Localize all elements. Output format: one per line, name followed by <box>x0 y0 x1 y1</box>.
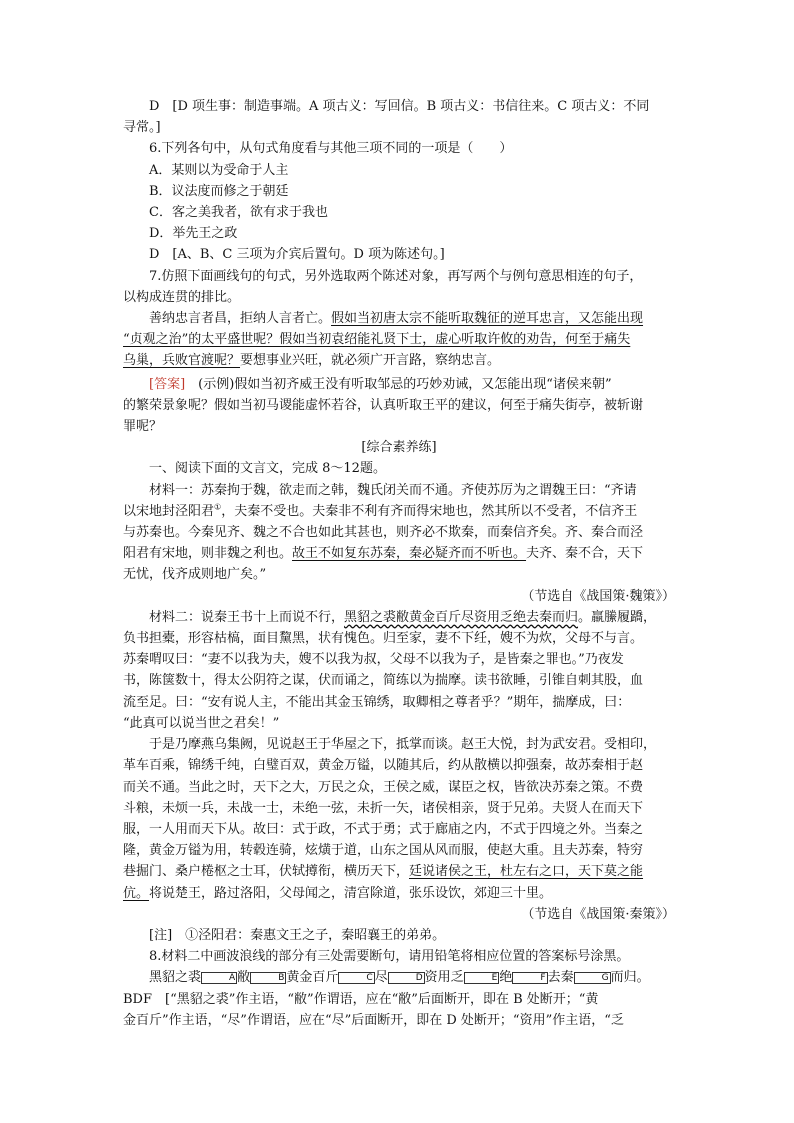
m2-line2: 负书担橐，形容枯槁，面目黧黑，状有愧色。归至家，妻不下纴，嫂不为炊，父母不与言。 <box>123 631 644 647</box>
q5-answer-line2: 寻常。] <box>123 120 161 136</box>
q8-seg: 绝 <box>499 970 513 986</box>
m1-line1: 材料一：苏秦拘于魏，欲走而之韩，魏氏闭关而不通。齐使苏厉为之谓魏王曰：“齐请 <box>149 482 637 498</box>
q8-segmented-sentence <box>123 967 675 988</box>
m1-source: （节选自《战国策·魏策》） <box>521 588 675 604</box>
q7-answer-line3: 罪呢？ <box>123 419 163 435</box>
m1-line4-a: 阳君有宋地，则非魏之利也。 <box>123 546 293 562</box>
q8-mark-f[interactable]: F <box>512 972 547 984</box>
q7-stem-line2: 以构成连贯的排比。 <box>123 289 241 305</box>
q7-answer-text1: (示例)假如当初齐威王没有听取邹忌的巧妙劝诫，又怎能出现“诸侯来朝” <box>185 376 612 392</box>
m2-p2-line8-b: 将说楚王，路过洛阳，父母闻之，清宫除道，张乐设饮，郊迎三十里。 <box>149 885 553 901</box>
q8-mark-d[interactable]: D <box>388 972 425 984</box>
q7-example-text-a: 善纳忠言者昌，拒纳人言者亡。 <box>149 311 332 327</box>
m2-underline-1: 廷说诸侯之王，杜左右之口，天下莫之能 <box>409 864 644 880</box>
m2-wavy-line: 黑貂之裘敝黄金百斤尽资用乏绝去秦而归 <box>344 609 579 625</box>
m1-line5: 无忧，伐齐成则地广矣。” <box>123 567 267 583</box>
q7-example-line3 <box>123 350 675 371</box>
q7-example-underline-2: “贞观之治”的太平盛世呢？假如当初袁绍能礼贤下士，虚心听取许攸的劝告，何至于痛失 <box>123 332 631 348</box>
q7-example-line2 <box>123 329 675 350</box>
m2-line3: 苏秦喟叹曰：“妻不以我为夫，嫂不以我为叔，父母不以我为子，是皆秦之罪也。”乃夜发 <box>123 652 624 668</box>
q8-seg: 资用乏 <box>424 970 464 986</box>
m2-line1-b: 。羸縢履蹻， <box>578 609 657 625</box>
m2-p2-line1: 于是乃摩燕乌集阙，见说赵王于华屋之下，抵掌而谈。赵王大悦，封为武安君。受相印， <box>149 737 657 753</box>
q6-option-b: B．议法度而修之于朝廷 <box>149 183 289 199</box>
m1-line4 <box>123 543 675 564</box>
annotation-note: [注] ①泾阳君：秦惠文王之子，秦昭襄王的弟弟。 <box>149 927 446 943</box>
q7-example-line1 <box>123 308 675 329</box>
q7-stem-line1: 7.仿照下面画线句的句式，另外选取两个陈述对象，再写两个与例句意思相连的句子， <box>149 268 643 284</box>
m2-p2-line6: 隆，黄金万镒为用，转毂连骑，炫熿于道，山东之国从风而服，使赵大重。且夫苏秦，特穷 <box>123 843 644 859</box>
m2-p2-line7 <box>123 861 675 882</box>
m1-line3: 与苏秦也。今秦见齐、魏之不合也如此其甚也，则齐必不欺秦，而秦信齐矣。齐、秦合而泾 <box>123 525 644 541</box>
m2-p2-line7-a: 巷掘门、桑户棬枢之士耳，伏轼撙衔，横历天下， <box>123 864 410 880</box>
q7-example-underline-1: 假如当初唐太宗不能听取魏征的逆耳忠言，又怎能出现 <box>331 311 644 327</box>
m2-line6: “此真可以说当世之君矣！” <box>123 715 280 731</box>
q7-example-text-b: 要想事业兴旺，就必须广开言路，察纳忠言。 <box>240 353 501 369</box>
answer-tag: [答案] <box>149 376 186 392</box>
q8-mark-g[interactable]: G <box>574 972 611 984</box>
m2-p2-line4: 斗粮，未烦一兵，未战一士，未绝一弦，未折一矢，诸侯相亲，贤于兄弟。夫贤人在而天下 <box>123 800 644 816</box>
m2-line5: 流至足。曰：“安有说人主，不能出其金玉锦绣，取卿相之尊者乎？”期年，揣摩成，曰： <box>123 694 631 710</box>
q8-stem: 8.材料二中画波浪线的部分有三处需要断句，请用铅笔将相应位置的答案标号涂黑。 <box>149 949 630 965</box>
m2-p2-line3: 而关不通。当此之时，天下之大，万民之众，王侯之威，谋臣之权，皆欲决苏秦之策。不费 <box>123 779 644 795</box>
q8-answer-line1: BDF [“黑貂之裘”作主语，“敝”作谓语，应在“敝”后面断开，即在 B 处断开；“黄 <box>123 991 599 1007</box>
m2-line1 <box>123 607 675 628</box>
m1-line2-a: 以宋地封泾阳君 <box>123 503 215 519</box>
q8-seg: 尽 <box>374 970 388 986</box>
q6-option-c: C．客之美我者，欲有求于我也 <box>149 205 328 221</box>
q8-seg: 敝 <box>237 970 251 986</box>
section-intro: 一、阅读下面的文言文，完成 8～12题。 <box>149 461 386 477</box>
m1-line2-b: ，夫秦不受也。夫秦非不利有齐而得宋地也，然其所以不受者，不信齐王 <box>221 503 638 519</box>
q7-answer-line1 <box>123 374 675 395</box>
q6-option-d: D．举先王之政 <box>149 226 238 242</box>
q7-example-underline-3: 乌巢，兵败官渡呢？ <box>123 353 241 369</box>
q6-stem: 6.下列各句中，从句式角度看与其他三项不同的一项是（ ） <box>149 141 513 157</box>
m1-line4-b: 夫齐、秦不合，天下 <box>526 546 644 562</box>
q8-seg: 黄金百斤 <box>286 970 339 986</box>
m2-line4: 书，陈箧数十，得太公阴符之谋，伏而诵之，简练以为揣摩。读书欲睡，引锥自刺其股，血 <box>123 673 644 689</box>
q8-mark-b[interactable]: B <box>250 972 286 984</box>
q8-mark-c[interactable]: C <box>338 972 374 984</box>
q5-answer-line1: D [D 项生事：制造事端。A 项古义：写回信。B 项古义：书信往来。C 项古义：不同 <box>149 99 650 114</box>
q6-answer: D [A、B、C 三项为介宾后置句。D 项为陈述句。] <box>149 247 445 263</box>
m2-p2-line5: 服，一人用而天下从。故曰：式于政，不式于勇；式于廊庙之内，不式于四境之外。当秦之 <box>123 821 644 837</box>
document-page <box>123 96 675 1031</box>
m2-line1-a: 材料二：说秦王书十上而说不行， <box>149 609 345 625</box>
q8-seg: 去秦 <box>547 970 574 986</box>
q6-option-a: A．某则以为受命于人主 <box>149 162 289 178</box>
q8-seg: 黑貂之裘 <box>149 970 202 986</box>
m2-underline-2: 伉。 <box>123 885 150 901</box>
m2-source: （节选自《战国策·秦策》） <box>521 906 675 922</box>
m2-p2-line2: 革车百乘，锦绣千纯，白璧百双，黄金万镒，以随其后，约从散横以抑强秦，故苏秦相于赵 <box>123 758 644 774</box>
footnote-marker: ① <box>214 502 222 512</box>
q8-mark-a[interactable]: A <box>201 972 237 984</box>
q7-answer-line2: 的繁荣景象呢？假如当初马谡能虚怀若谷，认真听取王平的建议，何至于痛失街亭，被斩谢 <box>123 397 644 413</box>
m1-line2 <box>123 501 675 522</box>
q8-seg: 而归。 <box>610 970 650 986</box>
section-title: [综合素养练] <box>361 440 437 456</box>
m2-p2-line8 <box>123 883 675 904</box>
q8-answer-line2: 金百斤”作主语，“尽”作谓语，应在“尽”后面断开，即在 D 处断开；“资用”作主语，“乏 <box>123 1012 624 1028</box>
m1-underline: 故王不如复东苏秦，秦必疑齐而不听也。 <box>292 546 527 562</box>
q8-mark-e[interactable]: E <box>464 972 500 984</box>
